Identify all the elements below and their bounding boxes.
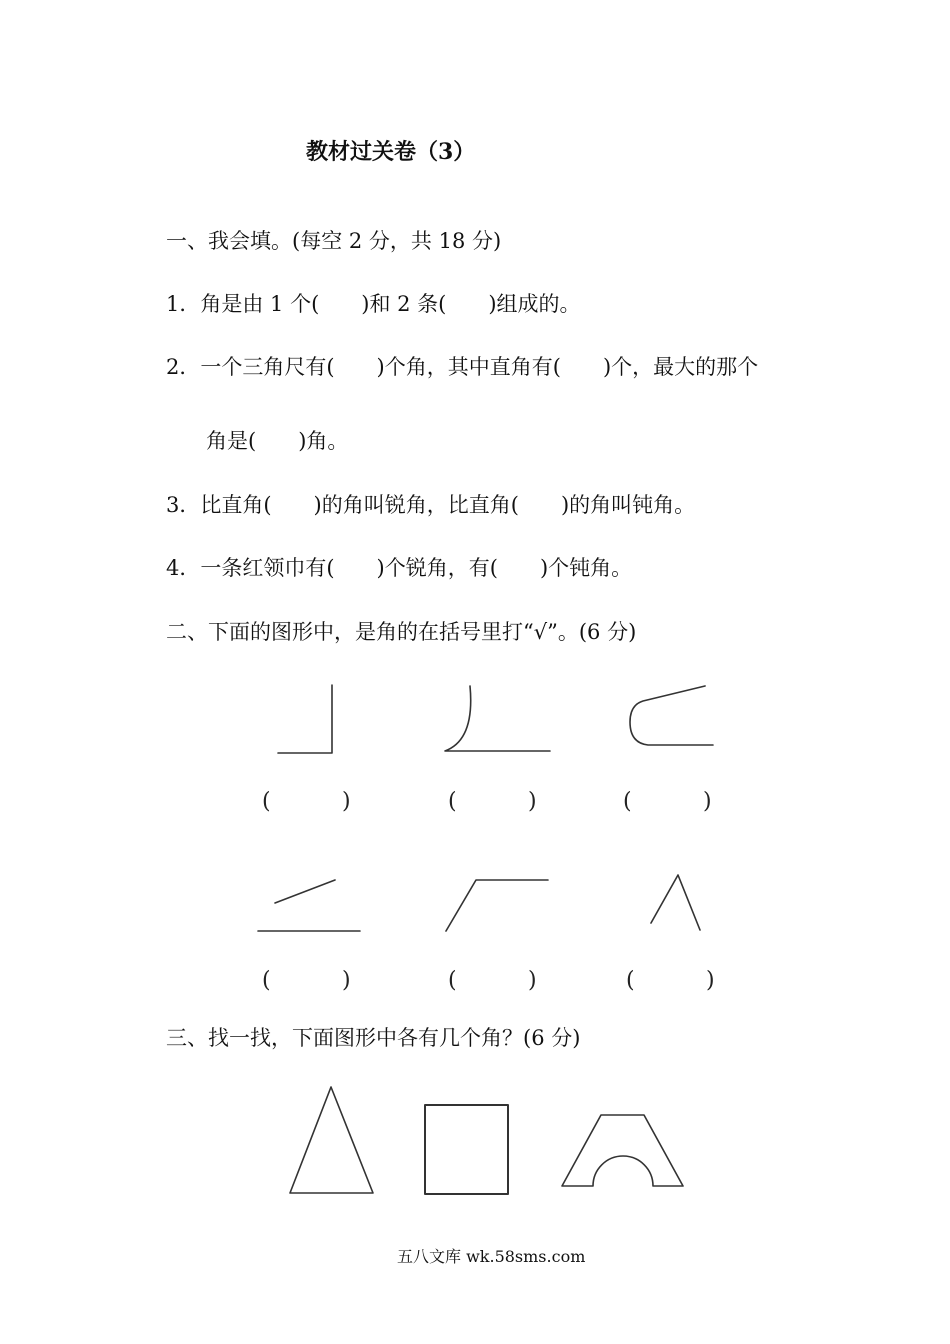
figure-triangle <box>290 1087 373 1193</box>
figure-curved-side <box>445 686 550 751</box>
figure-square <box>425 1105 508 1194</box>
answer-paren-close: ) <box>342 789 351 814</box>
answer-paren-open: ( <box>262 968 271 993</box>
question-2-line-1: 2．一个三角尺有( )个角，其中直角有( )个，最大的那个 <box>166 355 759 379</box>
section3-heading: 三、找一找，下面图形中各有几个角？(6 分) <box>166 1026 581 1050</box>
answer-paren-close: ) <box>703 789 712 814</box>
figure-right-angle <box>278 685 332 753</box>
page-title: 教材过关卷（3） <box>306 139 476 165</box>
section1-heading: 一、我会填。(每空 2 分，共 18 分) <box>166 229 502 253</box>
section2-heading: 二、下面的图形中，是角的在括号里打“√”。(6 分) <box>166 620 637 644</box>
answer-paren-open: ( <box>626 968 635 993</box>
answer-paren-close: ) <box>706 968 715 993</box>
figure-obtuse-angle <box>446 880 548 931</box>
question-3: 3．比直角( )的角叫锐角，比直角( )的角叫钝角。 <box>166 493 696 517</box>
answer-paren-close: ) <box>528 789 537 814</box>
answer-paren-close: ) <box>528 968 537 993</box>
answer-paren-open: ( <box>448 968 457 993</box>
question-4: 4．一条红领巾有( )个锐角，有( )个钝角。 <box>166 556 633 580</box>
figure-separated-lines-top <box>275 880 335 903</box>
answer-paren-open: ( <box>262 789 271 814</box>
figure-acute-angle <box>651 875 700 930</box>
figure-curved-corner <box>630 686 713 745</box>
answer-paren-open: ( <box>623 789 632 814</box>
footer-watermark: 五八文库 wk.58sms.com <box>397 1247 586 1266</box>
answer-paren-close: ) <box>342 968 351 993</box>
figure-arch-shape <box>562 1115 683 1186</box>
answer-paren-open: ( <box>448 789 457 814</box>
question-1: 1．角是由 1 个( )和 2 条( )组成的。 <box>166 292 581 316</box>
question-2-line-2: 角是( )角。 <box>206 429 349 453</box>
